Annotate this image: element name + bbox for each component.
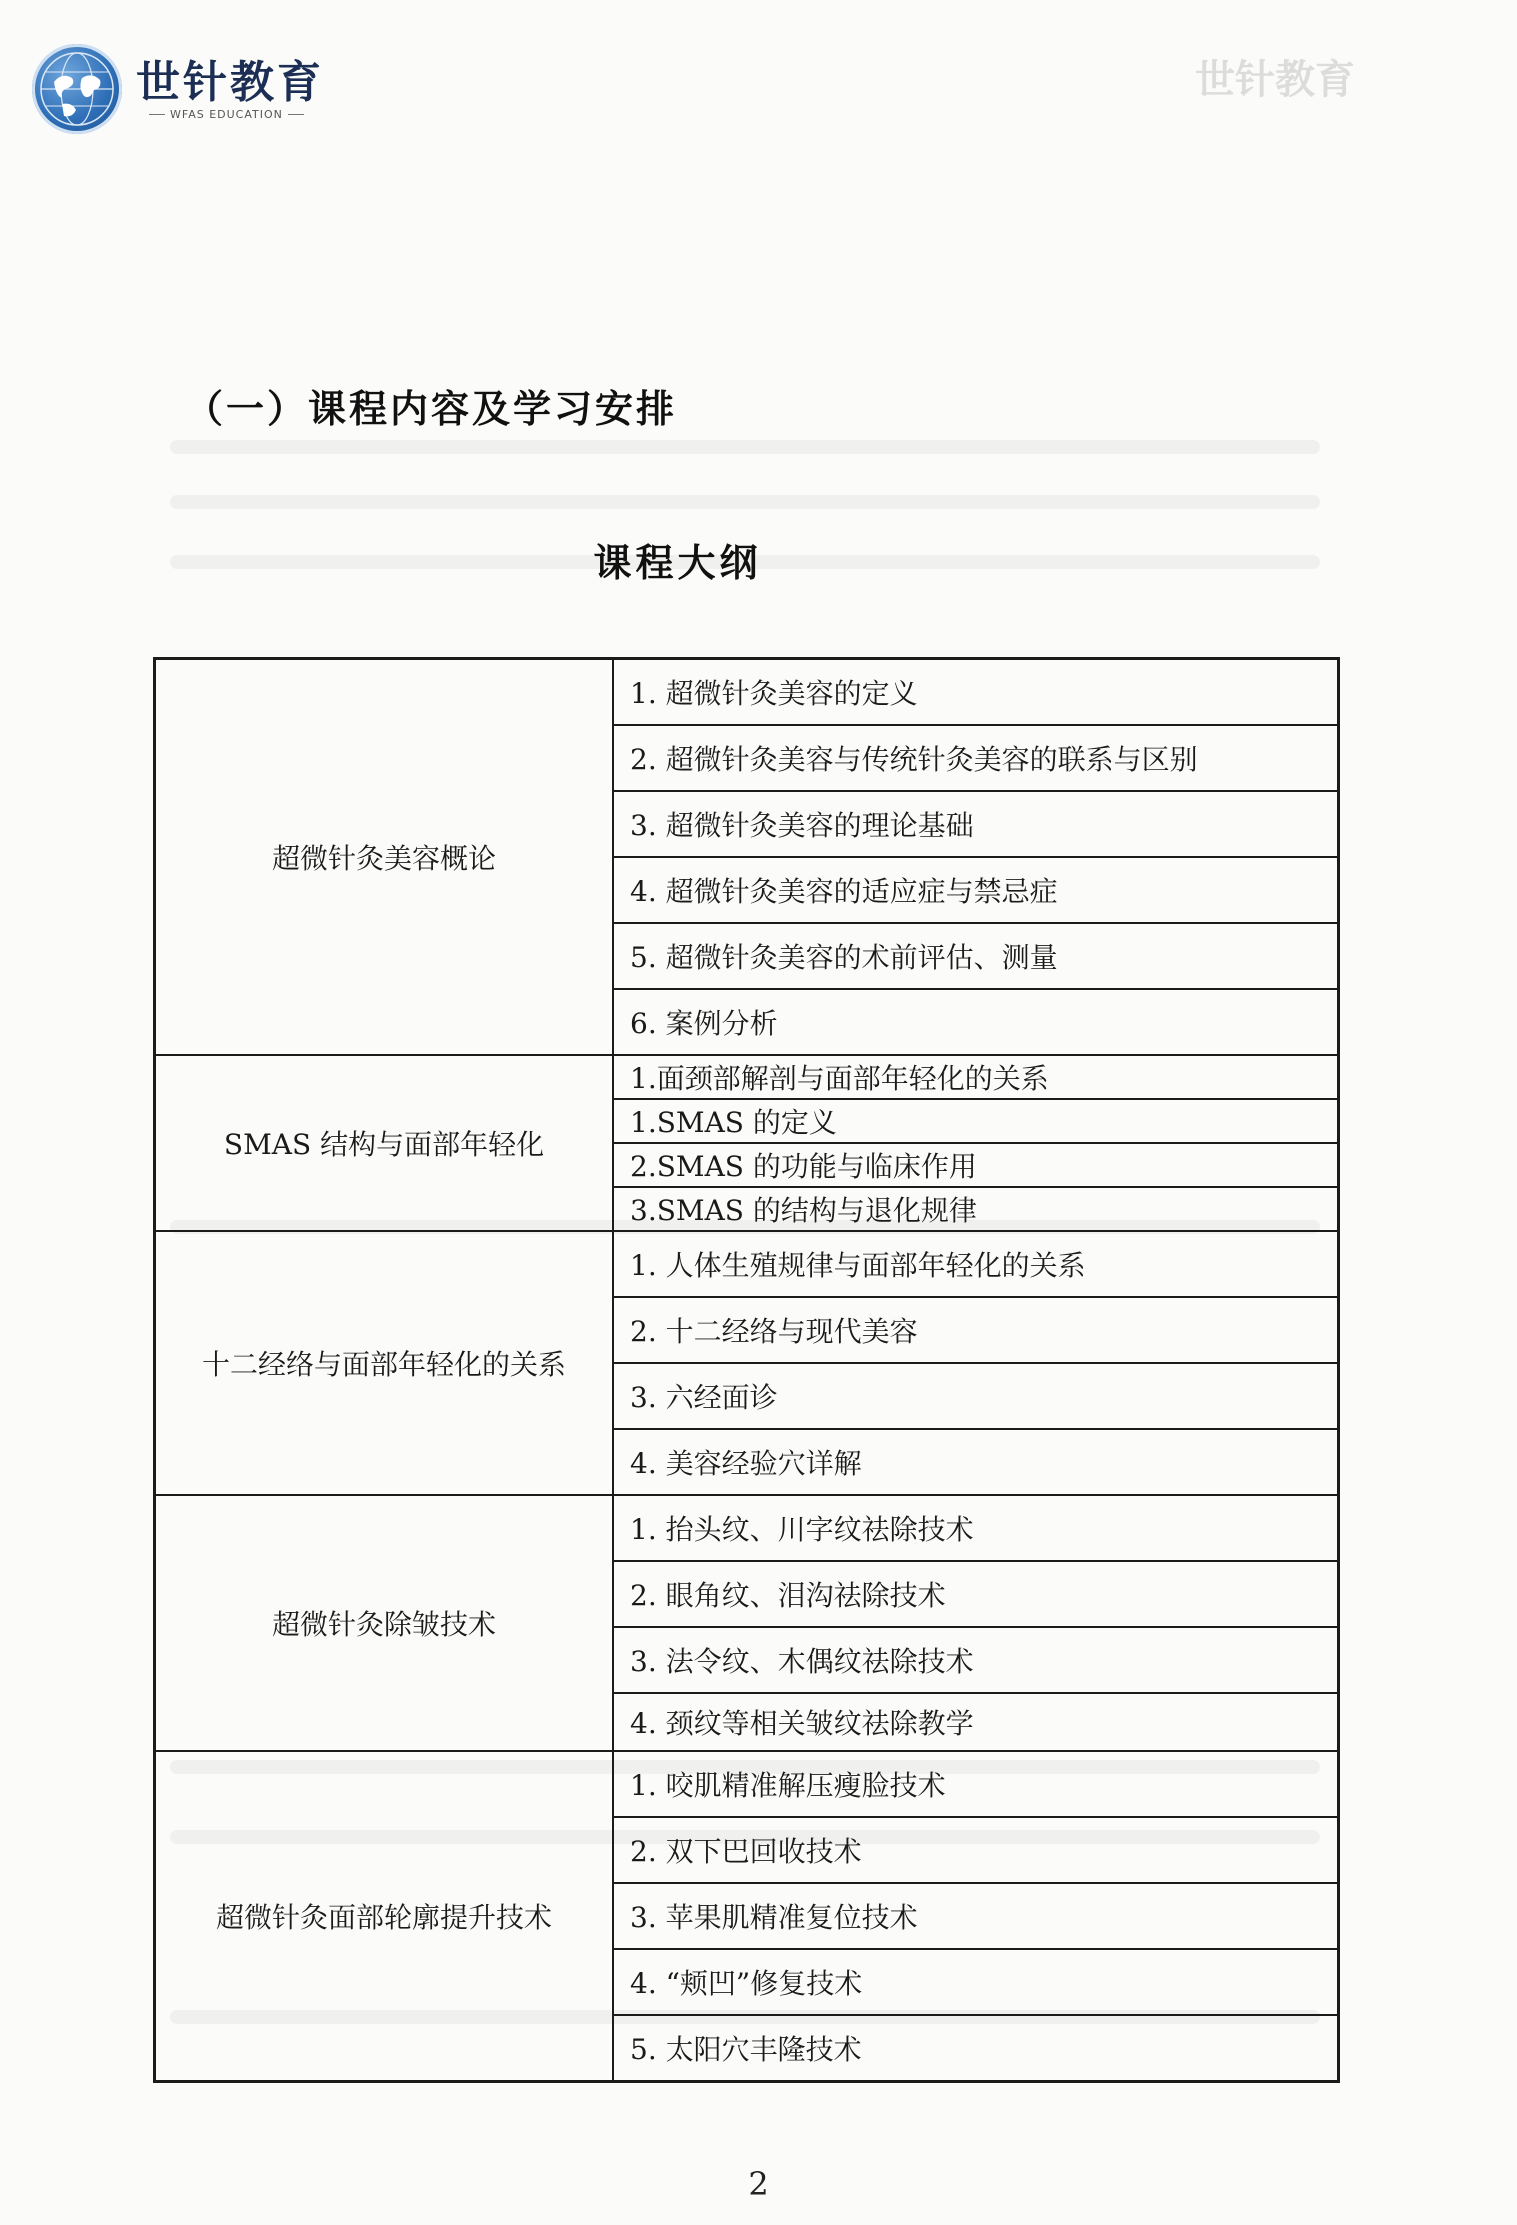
topic-cell: 2.SMAS 的功能与临床作用 bbox=[613, 1143, 1339, 1187]
topic-cell: 4. 美容经验穴详解 bbox=[613, 1429, 1339, 1495]
module-name: 超微针灸美容概论 bbox=[155, 659, 614, 1056]
topic-cell: 1. 抬头纹、川字纹祛除技术 bbox=[613, 1495, 1339, 1561]
topic-cell: 2. 十二经络与现代美容 bbox=[613, 1297, 1339, 1363]
topic-cell: 2. 超微针灸美容与传统针灸美容的联系与区别 bbox=[613, 725, 1339, 791]
table-row bbox=[155, 1231, 1339, 1297]
module-name: 超微针灸除皱技术 bbox=[155, 1495, 614, 1751]
globe-icon bbox=[32, 44, 122, 134]
topic-cell: 1.SMAS 的定义 bbox=[613, 1099, 1339, 1143]
topic-cell: 2. 眼角纹、泪沟祛除技术 bbox=[613, 1561, 1339, 1627]
logo-subtitle: WFAS EDUCATION bbox=[144, 108, 324, 121]
topic-cell: 3. 苹果肌精准复位技术 bbox=[613, 1883, 1339, 1949]
topic-cell: 1. 咬肌精准解压瘦脸技术 bbox=[613, 1751, 1339, 1817]
topic-cell: 1.面颈部解剖与面部年轻化的关系 bbox=[613, 1055, 1339, 1099]
module-name: 超微针灸面部轮廓提升技术 bbox=[155, 1751, 614, 2082]
module-name: 十二经络与面部年轻化的关系 bbox=[155, 1231, 614, 1495]
table-row bbox=[155, 659, 1339, 726]
topic-cell: 3. 六经面诊 bbox=[613, 1363, 1339, 1429]
section-heading: （一）课程内容及学习安排 bbox=[185, 387, 678, 431]
bleed-through-corner: 世针教育 bbox=[1195, 56, 1355, 103]
table-row bbox=[155, 1751, 1339, 1817]
table-title: 课程大纲 bbox=[593, 541, 762, 585]
table-row bbox=[155, 1055, 1339, 1099]
topic-cell: 3.SMAS 的结构与退化规律 bbox=[613, 1187, 1339, 1231]
page-number: 2 bbox=[748, 2165, 769, 2203]
topic-cell: 4. 超微针灸美容的适应症与禁忌症 bbox=[613, 857, 1339, 923]
topic-cell: 5. 太阳穴丰隆技术 bbox=[613, 2015, 1339, 2082]
topic-cell: 1. 人体生殖规律与面部年轻化的关系 bbox=[613, 1231, 1339, 1297]
syllabus-table bbox=[153, 657, 1340, 2083]
topic-cell: 6. 案例分析 bbox=[613, 989, 1339, 1055]
topic-cell: 3. 法令纹、木偶纹祛除技术 bbox=[613, 1627, 1339, 1693]
bleed-through-line bbox=[170, 495, 1320, 509]
topic-cell: 3. 超微针灸美容的理论基础 bbox=[613, 791, 1339, 857]
topic-cell: 1. 超微针灸美容的定义 bbox=[613, 659, 1339, 726]
logo-title: 世针教育 bbox=[136, 56, 324, 108]
table-row bbox=[155, 1495, 1339, 1561]
topic-cell: 4. “颊凹”修复技术 bbox=[613, 1949, 1339, 2015]
topic-cell: 5. 超微针灸美容的术前评估、测量 bbox=[613, 923, 1339, 989]
module-name: SMAS 结构与面部年轻化 bbox=[155, 1055, 614, 1231]
topic-cell: 4. 颈纹等相关皱纹祛除教学 bbox=[613, 1693, 1339, 1751]
topic-cell: 2. 双下巴回收技术 bbox=[613, 1817, 1339, 1883]
bleed-through-line bbox=[170, 440, 1320, 454]
header-logo bbox=[32, 44, 324, 134]
